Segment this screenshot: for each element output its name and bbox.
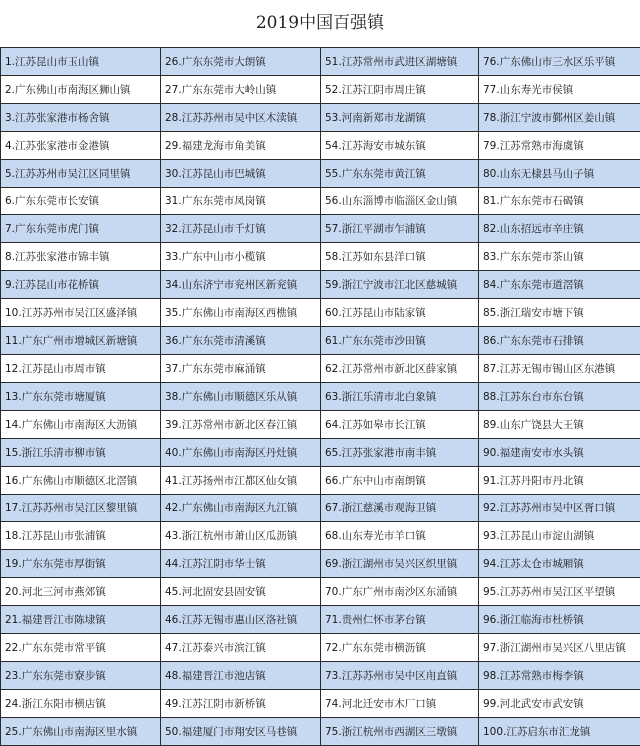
town-cell: 43.浙江杭州市萧山区瓜沥镇 [161,522,321,550]
town-cell: 94.江苏太仓市城厢镇 [479,550,640,578]
town-cell: 38.广东佛山市顺德区乐从镇 [161,382,321,410]
town-cell: 96.浙江临海市杜桥镇 [479,606,640,634]
town-cell: 14.广东佛山市南海区大沥镇 [1,410,161,438]
town-cell: 48.福建晋江市池店镇 [161,661,321,689]
town-cell: 59.浙江宁波市江北区慈城镇 [321,271,479,299]
town-cell: 62.江苏常州市新北区薛家镇 [321,354,479,382]
table-row [1,48,640,76]
town-cell: 32.江苏昆山市千灯镇 [161,215,321,243]
town-cell: 52.江苏江阴市周庄镇 [321,75,479,103]
town-cell: 81.广东东莞市石碣镇 [479,187,640,215]
town-cell: 26.广东东莞市大朗镇 [161,48,321,76]
town-cell: 22.广东东莞市常平镇 [1,634,161,662]
town-cell: 97.浙江湖州市吴兴区八里店镇 [479,634,640,662]
town-cell: 56.山东淄博市临淄区金山镇 [321,187,479,215]
table-row [1,634,640,662]
town-cell: 28.江苏苏州市吴中区木渎镇 [161,103,321,131]
page-title: 2019中国百强镇 [255,13,385,33]
town-cell: 70.广东广州市南沙区东涌镇 [321,578,479,606]
table-row [1,271,640,299]
town-cell: 78.浙江宁波市鄞州区姜山镇 [479,103,640,131]
town-cell: 41.江苏扬州市江都区仙女镇 [161,466,321,494]
town-cell: 37.广东东莞市麻涌镇 [161,354,321,382]
town-cell: 91.江苏丹阳市丹北镇 [479,466,640,494]
table-row [1,299,640,327]
town-cell: 20.河北三河市燕郊镇 [1,578,161,606]
town-cell: 65.江苏张家港市南丰镇 [321,438,479,466]
town-cell: 76.广东佛山市三水区乐平镇 [479,48,640,76]
town-cell: 44.江苏江阴市华士镇 [161,550,321,578]
town-cell: 5.江苏苏州市吴江区同里镇 [1,159,161,187]
town-cell: 16.广东佛山市顺德区北滘镇 [1,466,161,494]
table-row [1,717,640,745]
town-cell: 35.广东佛山市南海区西樵镇 [161,299,321,327]
town-cell: 34.山东济宁市兖州区新兖镇 [161,271,321,299]
town-cell: 63.浙江乐清市北白象镇 [321,382,479,410]
town-cell: 67.浙江慈溪市观海卫镇 [321,494,479,522]
town-cell: 79.江苏常熟市海虞镇 [479,131,640,159]
town-cell: 19.广东东莞市厚街镇 [1,550,161,578]
town-cell: 2.广东佛山市南海区狮山镇 [1,75,161,103]
town-cell: 54.江苏海安市城东镇 [321,131,479,159]
town-cell: 3.江苏张家港市杨舍镇 [1,103,161,131]
town-cell: 73.江苏苏州市吴中区甪直镇 [321,661,479,689]
table-row [1,243,640,271]
town-cell: 42.广东佛山市南海区九江镇 [161,494,321,522]
town-cell: 31.广东东莞市凤岗镇 [161,187,321,215]
table-row [1,410,640,438]
town-cell: 89.山东广饶县大王镇 [479,410,640,438]
table-row [1,494,640,522]
town-cell: 66.广东中山市南朗镇 [321,466,479,494]
town-cell: 12.江苏昆山市周市镇 [1,354,161,382]
town-cell: 93.江苏昆山市淀山湖镇 [479,522,640,550]
table-row [1,159,640,187]
town-cell: 29.福建龙海市角美镇 [161,131,321,159]
town-cell: 88.江苏东台市东台镇 [479,382,640,410]
town-cell: 61.广东东莞市沙田镇 [321,327,479,355]
town-cell: 87.江苏无锡市锡山区东港镇 [479,354,640,382]
town-cell: 49.江苏江阴市新桥镇 [161,689,321,717]
town-cell: 7.广东东莞市虎门镇 [1,215,161,243]
town-cell: 25.广东佛山市南海区里水镇 [1,717,161,745]
town-cell: 92.江苏苏州市吴中区胥口镇 [479,494,640,522]
town-cell: 53.河南新郑市龙湖镇 [321,103,479,131]
town-cell: 58.江苏如东县洋口镇 [321,243,479,271]
town-cell: 27.广东东莞市大岭山镇 [161,75,321,103]
table-row [1,103,640,131]
town-cell: 46.江苏无锡市惠山区洛社镇 [161,606,321,634]
town-cell: 100.江苏启东市汇龙镇 [479,717,640,745]
town-cell: 40.广东佛山市南海区丹灶镇 [161,438,321,466]
town-cell: 33.广东中山市小榄镇 [161,243,321,271]
table-row [1,606,640,634]
town-cell: 85.浙江瑞安市塘下镇 [479,299,640,327]
table-row [1,354,640,382]
town-cell: 99.河北武安市武安镇 [479,689,640,717]
table-row [1,522,640,550]
town-cell: 57.浙江平湖市乍浦镇 [321,215,479,243]
town-cell: 17.江苏苏州市吴江区黎里镇 [1,494,161,522]
town-cell: 47.江苏泰兴市滨江镇 [161,634,321,662]
town-cell: 6.广东东莞市长安镇 [1,187,161,215]
table-row [1,327,640,355]
table-row [1,382,640,410]
town-cell: 18.江苏昆山市张浦镇 [1,522,161,550]
table-row [1,75,640,103]
town-cell: 13.广东东莞市塘厦镇 [1,382,161,410]
town-cell: 24.浙江东阳市横店镇 [1,689,161,717]
town-cell: 95.江苏苏州市吴江区平望镇 [479,578,640,606]
town-cell: 77.山东寿光市侯镇 [479,75,640,103]
table-row [1,215,640,243]
town-cell: 60.江苏昆山市陆家镇 [321,299,479,327]
town-cell: 9.江苏昆山市花桥镇 [1,271,161,299]
town-cell: 75.浙江杭州市西湖区三墩镇 [321,717,479,745]
table-row [1,131,640,159]
town-cell: 64.江苏如皋市长江镇 [321,410,479,438]
table-row [1,661,640,689]
town-cell: 51.江苏常州市武进区湖塘镇 [321,48,479,76]
town-cell: 11.广东广州市增城区新塘镇 [1,327,161,355]
town-cell: 50.福建厦门市翔安区马巷镇 [161,717,321,745]
town-cell: 84.广东东莞市道滘镇 [479,271,640,299]
town-cell: 15.浙江乐清市柳市镇 [1,438,161,466]
town-cell: 36.广东东莞市清溪镇 [161,327,321,355]
table-row [1,466,640,494]
table-row [1,187,640,215]
town-ranking-table [0,47,640,746]
town-cell: 10.江苏苏州市吴江区盛泽镇 [1,299,161,327]
town-cell: 39.江苏常州市新北区春江镇 [161,410,321,438]
table-row [1,438,640,466]
town-cell: 4.江苏张家港市金港镇 [1,131,161,159]
table-row [1,550,640,578]
town-cell: 74.河北迁安市木厂口镇 [321,689,479,717]
town-cell: 71.贵州仁怀市茅台镇 [321,606,479,634]
town-cell: 8.江苏张家港市锦丰镇 [1,243,161,271]
table-row [1,689,640,717]
town-cell: 23.广东东莞市寮步镇 [1,661,161,689]
town-cell: 1.江苏昆山市玉山镇 [1,48,161,76]
town-cell: 98.江苏常熟市梅李镇 [479,661,640,689]
town-cell: 86.广东东莞市石排镇 [479,327,640,355]
town-cell: 55.广东东莞市黄江镇 [321,159,479,187]
town-cell: 82.山东招远市辛庄镇 [479,215,640,243]
town-cell: 30.江苏昆山市巴城镇 [161,159,321,187]
town-cell: 80.山东无棣县马山子镇 [479,159,640,187]
town-cell: 72.广东东莞市横沥镇 [321,634,479,662]
town-cell: 68.山东寿光市羊口镇 [321,522,479,550]
town-cell: 45.河北固安县固安镇 [161,578,321,606]
town-cell: 90.福建南安市水头镇 [479,438,640,466]
town-cell: 69.浙江湖州市吴兴区织里镇 [321,550,479,578]
table-row [1,578,640,606]
town-cell: 21.福建晋江市陈埭镇 [1,606,161,634]
town-cell: 83.广东东莞市茶山镇 [479,243,640,271]
